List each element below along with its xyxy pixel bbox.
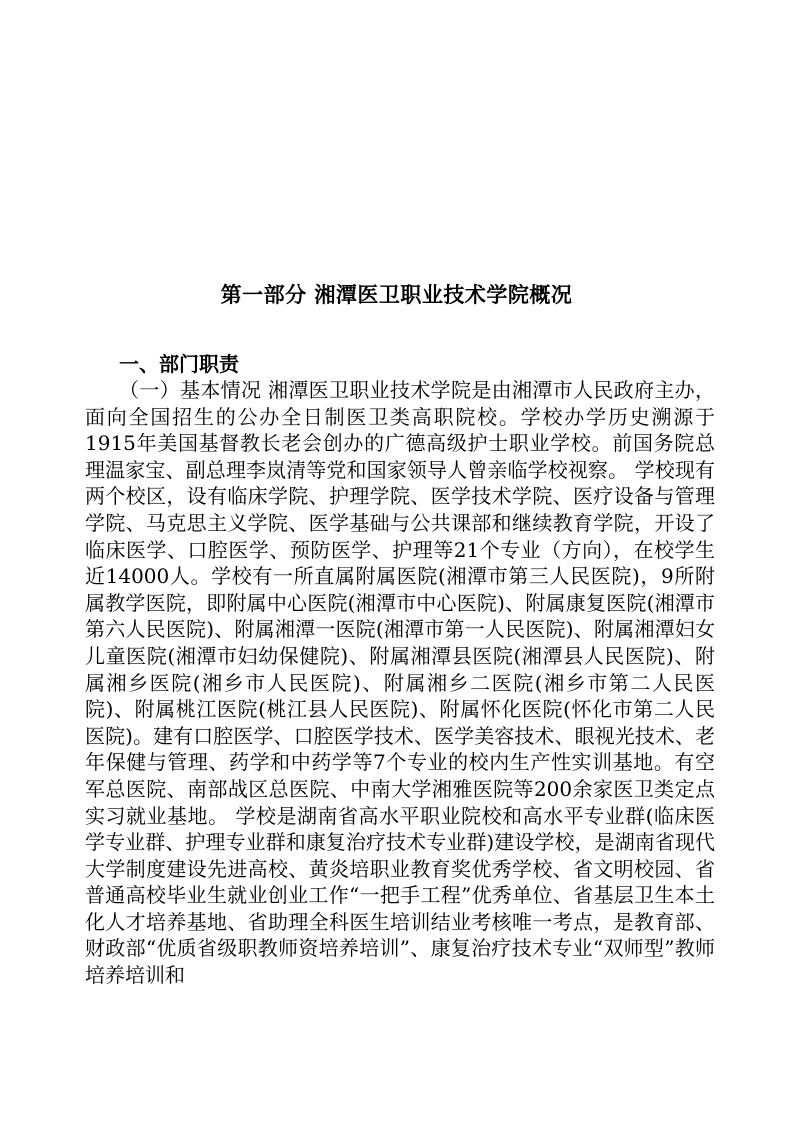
page-title: 第一部分 湘潭医卫职业技术学院概况 — [220, 283, 573, 307]
section-heading: 一、部门职责 — [119, 352, 239, 376]
body-paragraph: （一）基本情况 湘潭医卫职业技术学院是由湘潭市人民政府主办，面向全国招生的公办全日制医卫类高职院校。学校办学历史溯源于1915年美国基督教长老会创办的广德高级护士职业学校。前国务院总理温家宝、副总理李岚清等党和国家领导人曾亲临学校视察。 学校现有两个校区，设有临床学院、护理学院、医学技术学院、医疗设备与管理学院、马克思主义学院、医学基础与公共课部和继续教育学院，开设了临床医学、口腔医学、预防医学、护理等21个专业（方向），在校学生近14000人。学校有一所直属附属医院(湘潭市第三人民医院)，9所附属教学医院，即附属中心医院(湘潭市中心医院)、附属康复医院(湘潭市第六人民医院)、附属湘潭一医院(湘潭市第一人民医院)、附属湘潭妇女儿童医院(湘潭市妇幼保健院)、附属湘潭县医院(湘潭县人民医院)、附属湘乡医院(湘乡市人民医院)、附属湘乡二医院(湘乡市第二人民医院)、附属桃江医院(桃江县人民医院)、附属怀化医院(怀化市第二人民医院)。建有口腔医学、口腔医学技术、医学美容技术、眼视光技术、老年保健与管理、药学和中药学等7个专业的校内生产性实训基地。有空军总医院、南部战区总医院、中南大学湘雅医院等200余家医卫类定点实习就业基地。 学校是湖南省高水平职业院校和高水平专业群(临床医学专业群、护理专业群和康复治疗技术专业群)建设学校，是湖南省现代大学制度建设先进高校、黄炎培职业教育奖优秀学校、省文明校园、省普通高校毕业生就业创业工作“一把手工程”优秀单位、省基层卫生本土化人才培养基地、省助理全科医生培训结业考核唯一考点，是教育部、财政部“优质省级职教师资培养培训”、康复治疗技术专业“双师型”教师培养培训和 — [85, 378, 715, 988]
